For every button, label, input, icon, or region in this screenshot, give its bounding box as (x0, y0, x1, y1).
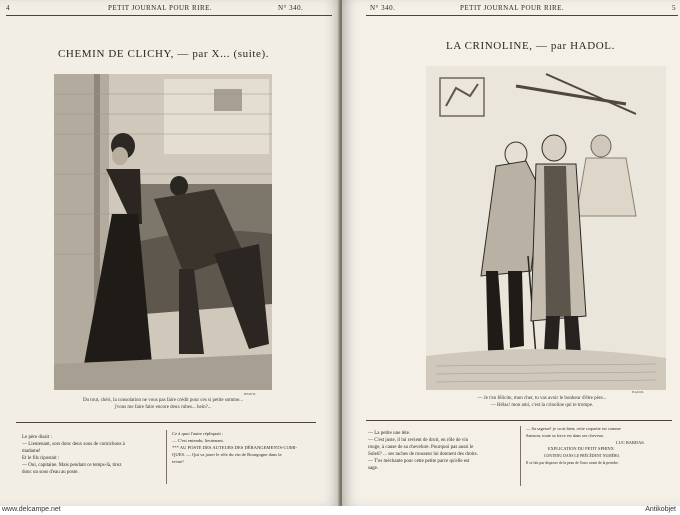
header-rule (6, 15, 332, 16)
text-line: Le père disait : (22, 435, 52, 440)
engraving-crinoline (426, 66, 666, 390)
column-rule (166, 430, 167, 484)
caption-line: j'vous me faire faire encore deux rubes... hein?... (114, 404, 212, 410)
text-column-2 (172, 430, 297, 465)
text-line: *** AU POSTE DES AUTEURS DES DÉRANGEMENTS-COMI- (172, 445, 298, 450)
page-number: 5 (672, 4, 676, 12)
watermark-bar (0, 506, 680, 515)
illustration (54, 74, 272, 390)
engraver-signature: HADOL (632, 390, 645, 394)
text-line: rouge, à cause de sa chevelure. Pourquoi pas aussi le (368, 445, 474, 450)
issue-number: N° 340. (370, 4, 396, 12)
text-rule (16, 422, 316, 423)
text-rule (366, 420, 672, 421)
text-line: Et le fils ripostait : (22, 456, 60, 461)
text-line: Samson, toute sa force est dans ses cheveux. (526, 432, 605, 438)
text-column-1 (22, 434, 125, 476)
text-line: — C'est juste, il lui revient de droit, en rôle de vin (368, 438, 469, 443)
watermark-right: Antikobjet (645, 506, 676, 513)
text-line: — T'es méchante pour cette petite parce qu'elle est (368, 459, 470, 464)
text-line: — C'est entendu, lieutenant. (172, 438, 224, 443)
engraver-signature: BERTIL (244, 392, 257, 396)
text-line: revue! (172, 459, 184, 464)
page-title: CHEMIN DE CLICHY, — par X... (suite). (58, 48, 270, 60)
right-page (342, 0, 680, 506)
text-line: Soleil? ... ses taches de rousseur lui donnent des droits. (368, 452, 478, 457)
text-line: donc un sous d'eau au poste. (22, 470, 79, 475)
header-rule (366, 15, 678, 16)
illustration (426, 66, 666, 390)
text-line: Il se fait par disposer de la peau de l'ours avant de la prendre. (526, 460, 619, 465)
text-line: sage. (368, 466, 379, 471)
section-subheading: CONTENU DANS LE PRÉCÉDENT NUMÉRO. (544, 454, 621, 459)
issue-number: N° 340. (278, 4, 304, 12)
text-line: — Lieutenant, sors donc deux sous de cornichons à (22, 442, 125, 447)
watermark-left: www.delcampe.net (2, 506, 61, 513)
left-page (0, 0, 340, 506)
page-number: 4 (6, 4, 10, 12)
text-column-1 (368, 430, 478, 472)
section-heading: EXPLICATION DU PETIT SPHINX (548, 446, 614, 452)
caption-line: Du tout, chéri, la consolation ne vous pas faire crédit pour ces si petite somme... (82, 398, 244, 403)
illustration-caption (36, 398, 290, 411)
text-line: — Sa sagesse! je crois bien; cette coquette est comme (526, 426, 621, 431)
text-line: QUES. — Qui va jouer le rôle du vin de Bourgogne dans la (172, 452, 282, 457)
caption-line: — Je t'en félicite, mon cher, tu vas avoir le bonheur d'être père... (477, 396, 607, 401)
running-head: PETIT JOURNAL POUR RIRE. (460, 4, 565, 12)
caption-line: — Hélas! mon ami, c'est la crinoline qui te trompe. (490, 402, 594, 408)
text-line: madame! (22, 449, 41, 454)
illustration-caption (412, 396, 672, 409)
text-line: — La petite une tête. (368, 431, 411, 436)
text-column-2 (526, 426, 645, 467)
engraving-clichy (54, 74, 272, 390)
column-rule (520, 426, 521, 486)
page-title: LA CRINOLINE, — par HADOL. (446, 40, 615, 52)
author-signature: LUC BARDAS. (616, 439, 645, 445)
text-line: — Oui, capitaine. Mais pendant ce temps-là, tirez (22, 463, 122, 468)
running-head: PETIT JOURNAL POUR RIRE. (108, 4, 213, 12)
text-line: Ce à quoi l'autre répliquait : (172, 431, 224, 436)
